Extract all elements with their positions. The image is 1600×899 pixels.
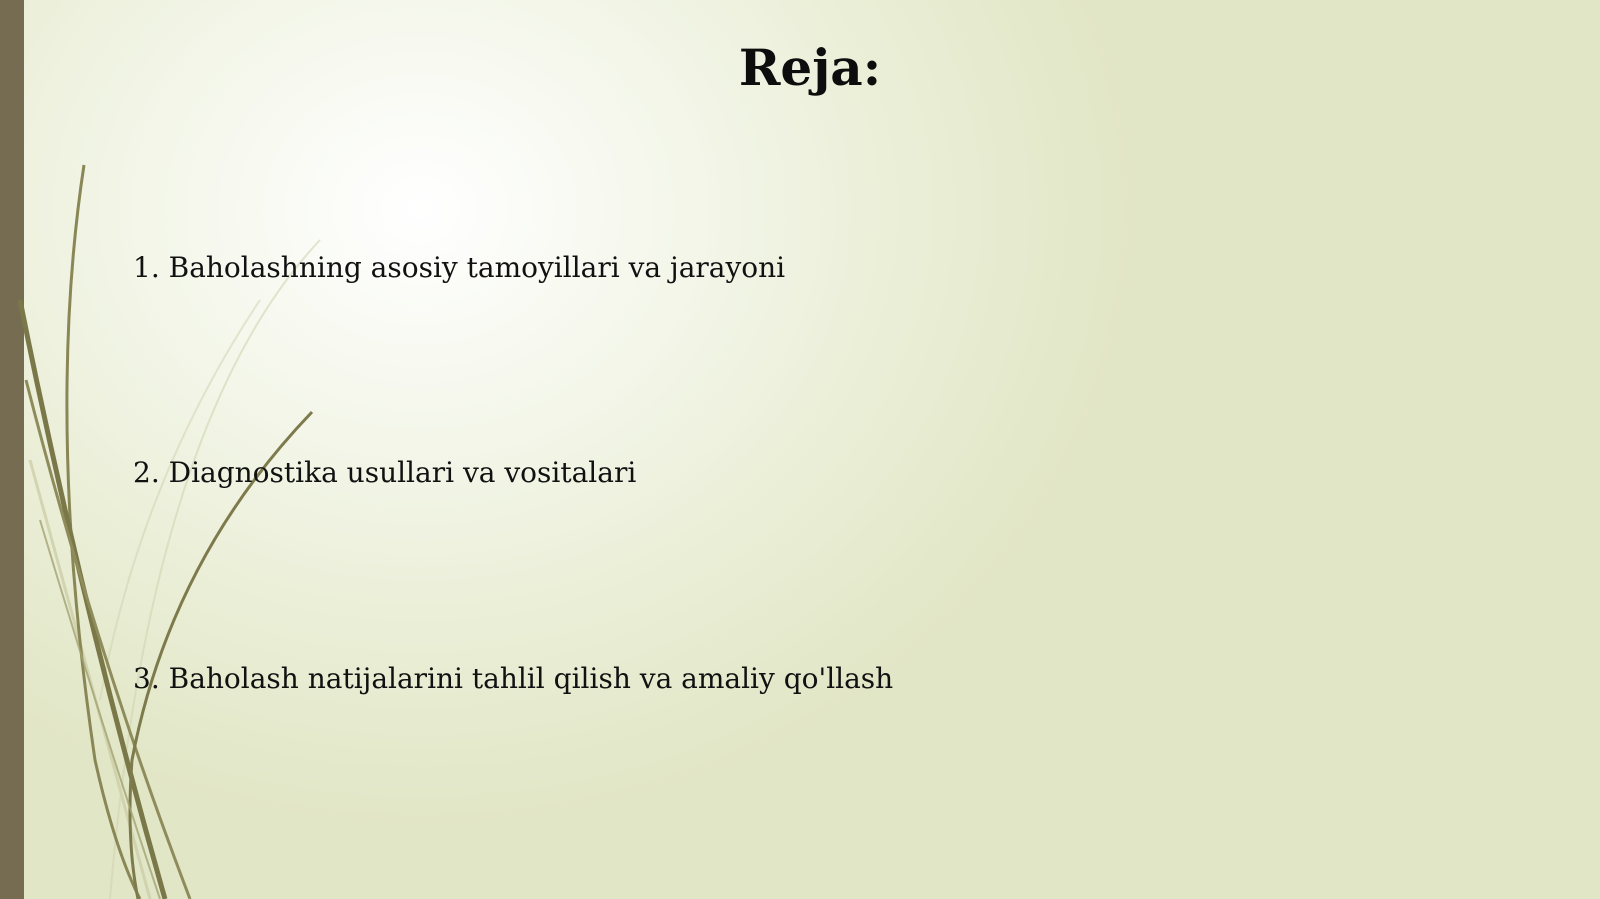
slide-title: Reja:: [738, 38, 882, 97]
plan-item-2: 2. Diagnostika usullari va vositalari: [133, 456, 637, 489]
plan-item-1: 1. Baholashning asosiy tamoyillari va jarayoni: [133, 251, 786, 284]
plan-item-3: 3. Baholash natijalarini tahlil qilish va amaliy qo'llash: [133, 662, 894, 695]
grass-decoration: [0, 0, 400, 899]
